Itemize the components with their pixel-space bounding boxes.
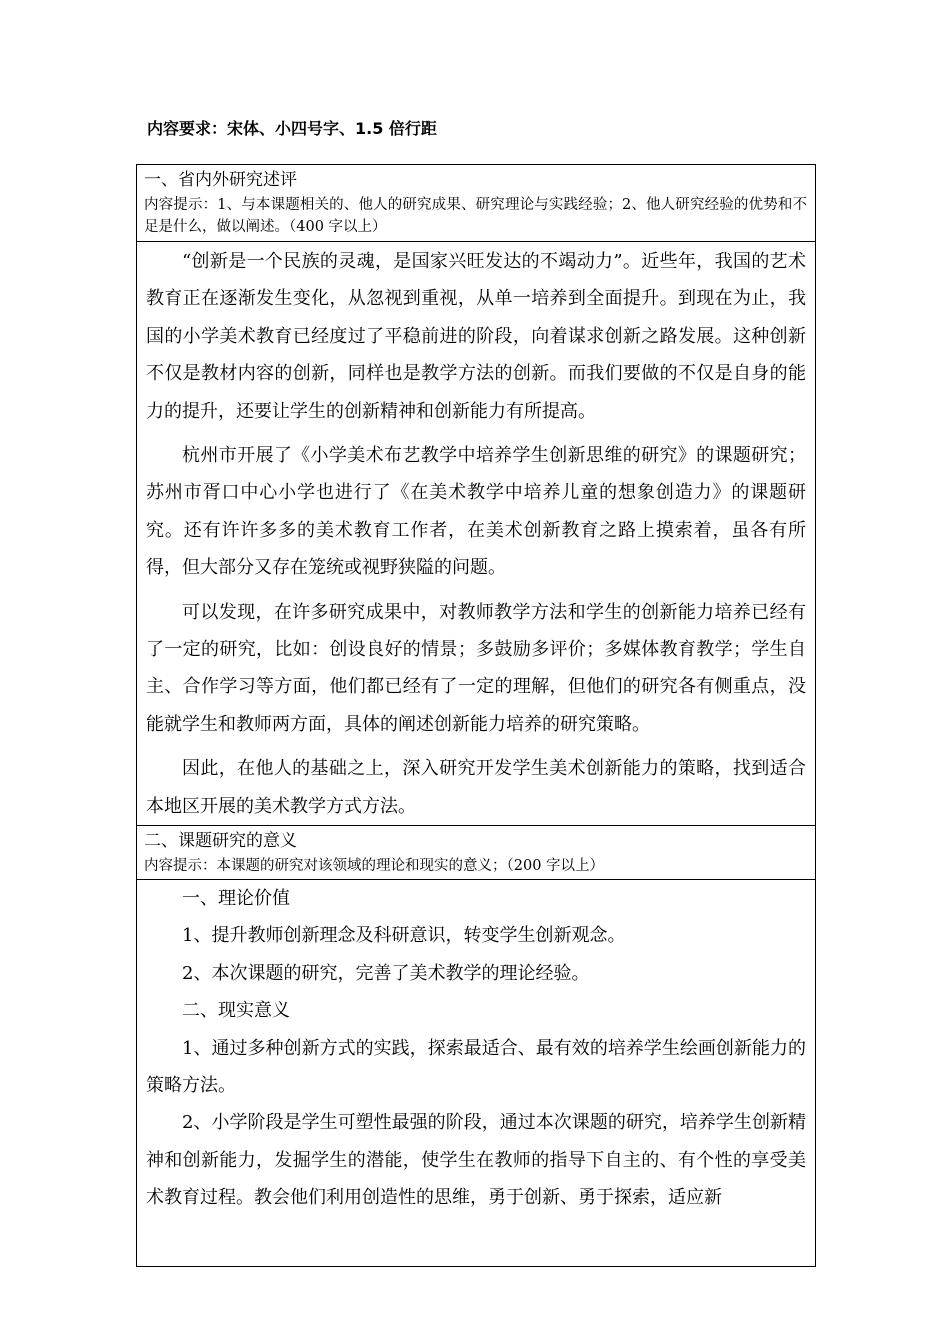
section1-paragraph: 因此，在他人的基础之上，深入研究开发学生美术创新能力的策略，找到适合本地区开展的美术教学方式方法。: [146, 758, 806, 817]
section2-paragraph: 2、本次课题的研究，完善了美术教学的理论经验。: [182, 962, 590, 984]
section2-paragraph: 1、提升教师创新理念及科研意识，转变学生创新观念。: [182, 925, 626, 947]
section2-content: [137, 880, 815, 1266]
section1-paragraph: 杭州市开展了《小学美术布艺教学中培养学生创新思维的研究》的课题研究；苏州市胥口中心小学也进行了《在美术教学中培养儿童的想象创造力》的课题研究。还有许许多多的美术教育工作者，在美术创新教育之路上摸索着，虽各有所得，但大部分又存在笼统或视野狭隘的问题。: [146, 445, 806, 579]
section1-content: [137, 242, 815, 826]
section1-header: [137, 165, 815, 242]
section2-header: [137, 826, 815, 880]
content-requirement: 内容要求：宋体、小四号字、1.5 倍行距: [147, 119, 437, 138]
section1-paragraph: “创新是一个民族的灵魂，是国家兴旺发达的不竭动力”。近些年，我国的艺术教育正在逐渐发生变化，从忽视到重视，从单一培养到全面提升。到现在为止，我国的小学美术教育已经度过了平稳前进的阶段，向着谋求创新之路发展。这种创新不仅是教材内容的创新，同样也是教学方法的创新。而我们要做的不仅是自身的能力的提升，还要让学生的创新精神和创新能力有所提高。: [146, 251, 806, 422]
section2-hint: 内容提示：本课题的研究对该领域的理论和现实的意义；（200 字以上）: [144, 858, 605, 874]
section2-paragraph: 二、现实意义: [182, 1000, 290, 1022]
section2-paragraph: 一、理论价值: [182, 888, 290, 909]
section1-title: 一、省内外研究述评: [144, 170, 297, 190]
research-form-table: [136, 164, 816, 1267]
section1-paragraph: 可以发现，在许多研究成果中，对教师教学方法和学生的创新能力培养已经有了一定的研究，比如：创设良好的情景；多鼓励多评价；多媒体教育教学；学生自主、合作学习等方面，他们都已经有了一定的理解，但他们的研究各有侧重点，没能就学生和教师两方面，具体的阐述创新能力培养的研究策略。: [146, 601, 806, 735]
section2-title: 二、课题研究的意义: [144, 831, 297, 851]
section1-hint: 内容提示：1、与本课题相关的、他人的研究成果、研究理论与实践经验；2、他人研究经验的优势和不足是什么，做以阐述。（400 字以上）: [144, 197, 807, 235]
section2-paragraph: 1、通过多种创新方式的实践，探索最适合、最有效的培养学生绘画创新能力的策略方法。: [146, 1037, 806, 1097]
section2-paragraph: 2、小学阶段是学生可塑性最强的阶段，通过本次课题的研究，培养学生创新精神和创新能力，发掘学生的潜能，使学生在教师的指导下自主的、有个性的享受美术教育过程。教会他们利用创造性的思维，勇于创新、勇于探索，适应新: [146, 1112, 806, 1209]
